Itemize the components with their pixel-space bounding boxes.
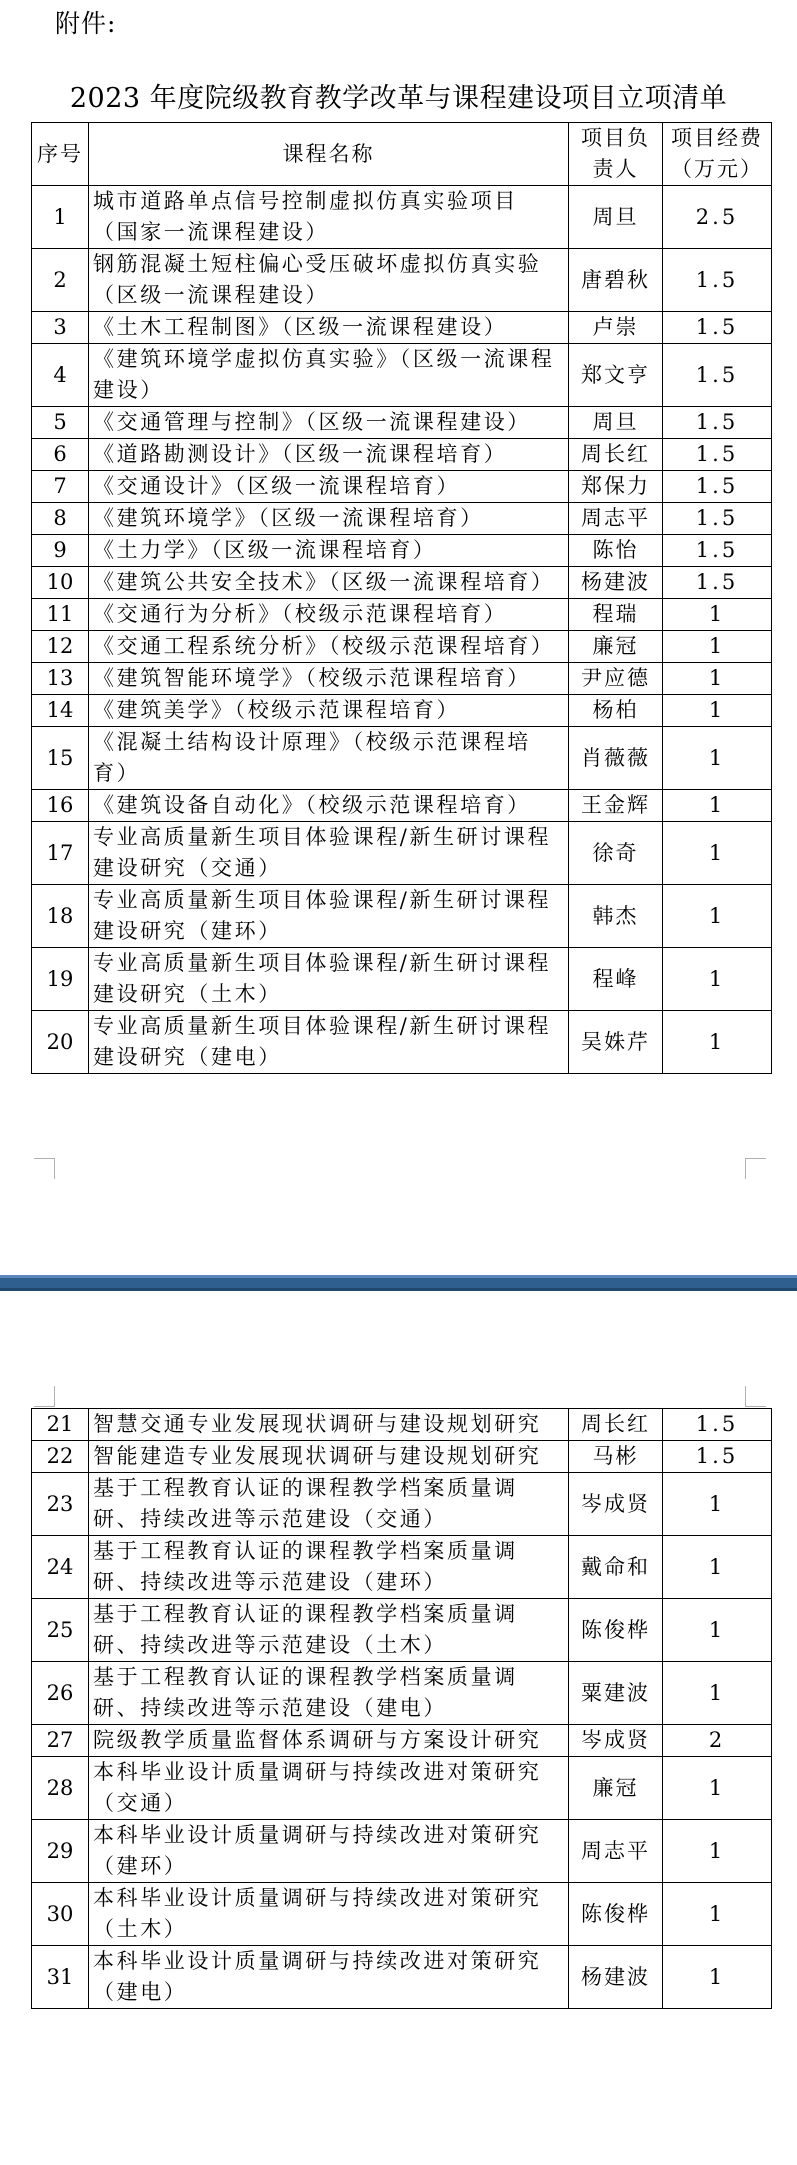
fee-cell: 1.5 — [663, 1409, 772, 1441]
row-number: 12 — [32, 631, 89, 663]
course-name-cell: 《混凝土结构设计原理》（校级示范课程培育） — [89, 727, 569, 790]
leader-cell: 尹应德 — [569, 663, 663, 695]
row-number: 1 — [32, 186, 89, 249]
row-number: 2 — [32, 249, 89, 312]
table-row — [32, 948, 772, 1011]
course-name-cell: 《交通设计》（区级一流课程培育） — [89, 471, 569, 503]
course-name-cell: 基于工程教育认证的课程教学档案质量调研、持续改进等示范建设（建电） — [89, 1662, 569, 1725]
fee-cell: 1 — [663, 822, 772, 885]
table-body-1 — [32, 186, 772, 1074]
table-row — [32, 1011, 772, 1074]
row-number: 29 — [32, 1820, 89, 1883]
row-number: 24 — [32, 1536, 89, 1599]
fee-cell: 1 — [663, 663, 772, 695]
row-number: 27 — [32, 1725, 89, 1757]
leader-cell: 周志平 — [569, 503, 663, 535]
row-number: 21 — [32, 1409, 89, 1441]
row-number: 11 — [32, 599, 89, 631]
table-row — [32, 535, 772, 567]
row-number: 18 — [32, 885, 89, 948]
leader-cell: 卢崇 — [569, 312, 663, 344]
course-name-cell: 《建筑设备自动化》（校级示范课程培育） — [89, 790, 569, 822]
fee-cell: 1 — [663, 1757, 772, 1820]
table-row — [32, 1946, 772, 2009]
row-number: 5 — [32, 407, 89, 439]
row-number: 7 — [32, 471, 89, 503]
row-number: 6 — [32, 439, 89, 471]
table-row — [32, 1441, 772, 1473]
course-name-cell: 专业高质量新生项目体验课程/新生研讨课程建设研究（建环） — [89, 885, 569, 948]
row-number: 31 — [32, 1946, 89, 2009]
table-row — [32, 1725, 772, 1757]
fee-cell: 2.5 — [663, 186, 772, 249]
fee-cell: 1 — [663, 1883, 772, 1946]
course-name-cell: 基于工程教育认证的课程教学档案质量调研、持续改进等示范建设（交通） — [89, 1473, 569, 1536]
leader-cell: 周旦 — [569, 186, 663, 249]
leader-cell: 吴姝芹 — [569, 1011, 663, 1074]
fee-cell: 1 — [663, 1662, 772, 1725]
table-row — [32, 790, 772, 822]
course-name-cell: 智慧交通专业发展现状调研与建设规划研究 — [89, 1409, 569, 1441]
course-name-cell: 《建筑环境学》（区级一流课程培育） — [89, 503, 569, 535]
table-row — [32, 1599, 772, 1662]
table-row — [32, 1536, 772, 1599]
margin-corner-mark — [34, 1386, 55, 1407]
fee-cell: 1.5 — [663, 439, 772, 471]
row-number: 20 — [32, 1011, 89, 1074]
header-course-name: 课程名称 — [89, 123, 569, 186]
table-row — [32, 1883, 772, 1946]
table-row — [32, 186, 772, 249]
table-row — [32, 695, 772, 727]
table-row — [32, 567, 772, 599]
fee-cell: 1.5 — [663, 503, 772, 535]
fee-cell: 1.5 — [663, 567, 772, 599]
course-name-cell: 《交通管理与控制》（区级一流课程建设） — [89, 407, 569, 439]
header-no: 序号 — [32, 123, 89, 186]
course-name-cell: 本科毕业设计质量调研与持续改进对策研究（土木） — [89, 1883, 569, 1946]
leader-cell: 杨建波 — [569, 567, 663, 599]
leader-cell: 陈俊桦 — [569, 1883, 663, 1946]
leader-cell: 郑保力 — [569, 471, 663, 503]
row-number: 28 — [32, 1757, 89, 1820]
leader-cell: 王金辉 — [569, 790, 663, 822]
fee-cell: 1 — [663, 1536, 772, 1599]
table-row — [32, 727, 772, 790]
leader-cell: 唐碧秋 — [569, 249, 663, 312]
fee-cell: 2 — [663, 1725, 772, 1757]
leader-cell: 杨柏 — [569, 695, 663, 727]
row-number: 13 — [32, 663, 89, 695]
attachment-label: 附件: — [55, 9, 117, 38]
leader-cell: 戴命和 — [569, 1536, 663, 1599]
leader-cell: 周长红 — [569, 1409, 663, 1441]
row-number: 3 — [32, 312, 89, 344]
table-row — [32, 1473, 772, 1536]
fee-cell: 1.5 — [663, 407, 772, 439]
fee-cell: 1.5 — [663, 249, 772, 312]
fee-cell: 1 — [663, 1599, 772, 1662]
table-row — [32, 471, 772, 503]
row-number: 23 — [32, 1473, 89, 1536]
table-row — [32, 1409, 772, 1441]
table-row — [32, 885, 772, 948]
course-name-cell: 基于工程教育认证的课程教学档案质量调研、持续改进等示范建设（建环） — [89, 1536, 569, 1599]
fee-cell: 1 — [663, 1011, 772, 1074]
course-name-cell: 本科毕业设计质量调研与持续改进对策研究（建环） — [89, 1820, 569, 1883]
course-name-cell: 钢筋混凝土短柱偏心受压破坏虚拟仿真实验（区级一流课程建设） — [89, 249, 569, 312]
header-fee: 项目经费（万元） — [663, 123, 772, 186]
fee-cell: 1 — [663, 1946, 772, 2009]
leader-cell: 周旦 — [569, 407, 663, 439]
margin-corner-mark — [745, 1386, 766, 1407]
row-number: 10 — [32, 567, 89, 599]
course-name-cell: 本科毕业设计质量调研与持续改进对策研究（交通） — [89, 1757, 569, 1820]
table-row — [32, 503, 772, 535]
course-name-cell: 《交通行为分析》（校级示范课程培育） — [89, 599, 569, 631]
document-title: 2023 年度院级教育教学改革与课程建设项目立项清单 — [69, 83, 728, 114]
table-body-2 — [32, 1409, 772, 2009]
course-name-cell: 《建筑环境学虚拟仿真实验》（区级一流课程建设） — [89, 344, 569, 407]
margin-corner-mark — [34, 1158, 55, 1179]
course-name-cell: 专业高质量新生项目体验课程/新生研讨课程建设研究（交通） — [89, 822, 569, 885]
course-name-cell: 基于工程教育认证的课程教学档案质量调研、持续改进等示范建设（土木） — [89, 1599, 569, 1662]
fee-cell: 1 — [663, 1820, 772, 1883]
leader-cell: 廉冠 — [569, 1757, 663, 1820]
course-name-cell: 院级教学质量监督体系调研与方案设计研究 — [89, 1725, 569, 1757]
row-number: 14 — [32, 695, 89, 727]
table-row — [32, 407, 772, 439]
leader-cell: 陈俊桦 — [569, 1599, 663, 1662]
row-number: 22 — [32, 1441, 89, 1473]
course-name-cell: 《建筑智能环境学》（校级示范课程培育） — [89, 663, 569, 695]
leader-cell: 廉冠 — [569, 631, 663, 663]
row-number: 17 — [32, 822, 89, 885]
course-name-cell: 专业高质量新生项目体验课程/新生研讨课程建设研究（土木） — [89, 948, 569, 1011]
row-number: 26 — [32, 1662, 89, 1725]
fee-cell: 1.5 — [663, 312, 772, 344]
margin-corner-mark — [745, 1158, 766, 1179]
row-number: 25 — [32, 1599, 89, 1662]
course-name-cell: 智能建造专业发展现状调研与建设规划研究 — [89, 1441, 569, 1473]
row-number: 9 — [32, 535, 89, 567]
table-row — [32, 439, 772, 471]
leader-cell: 徐奇 — [569, 822, 663, 885]
course-name-cell: 专业高质量新生项目体验课程/新生研讨课程建设研究（建电） — [89, 1011, 569, 1074]
fee-cell: 1.5 — [663, 1441, 772, 1473]
row-number: 30 — [32, 1883, 89, 1946]
table-row — [32, 249, 772, 312]
leader-cell: 马彬 — [569, 1441, 663, 1473]
leader-cell: 程瑞 — [569, 599, 663, 631]
leader-cell: 岑成贤 — [569, 1473, 663, 1536]
leader-cell: 郑文亨 — [569, 344, 663, 407]
leader-cell: 陈怡 — [569, 535, 663, 567]
leader-cell: 肖薇薇 — [569, 727, 663, 790]
row-number: 15 — [32, 727, 89, 790]
table-row — [32, 822, 772, 885]
course-name-cell: 《土力学》（区级一流课程培育） — [89, 535, 569, 567]
leader-cell: 周志平 — [569, 1820, 663, 1883]
leader-cell: 杨建波 — [569, 1946, 663, 2009]
course-name-cell: 《道路勘测设计》（区级一流课程培育） — [89, 439, 569, 471]
row-number: 8 — [32, 503, 89, 535]
fee-cell: 1 — [663, 948, 772, 1011]
page-break-divider — [0, 1275, 797, 1291]
fee-cell: 1 — [663, 599, 772, 631]
table-row — [32, 344, 772, 407]
header-leader: 项目负责人 — [569, 123, 663, 186]
table-row — [32, 1662, 772, 1725]
table-row — [32, 599, 772, 631]
table-row — [32, 663, 772, 695]
course-name-cell: 城市道路单点信号控制虚拟仿真实验项目（国家一流课程建设） — [89, 186, 569, 249]
leader-cell: 程峰 — [569, 948, 663, 1011]
document-page-2 — [0, 1291, 797, 2165]
fee-cell: 1 — [663, 885, 772, 948]
fee-cell: 1 — [663, 1473, 772, 1536]
leader-cell: 岑成贤 — [569, 1725, 663, 1757]
course-name-cell: 本科毕业设计质量调研与持续改进对策研究（建电） — [89, 1946, 569, 2009]
fee-cell: 1 — [663, 727, 772, 790]
table-row — [32, 1757, 772, 1820]
leader-cell: 周长红 — [569, 439, 663, 471]
project-table-part-1 — [31, 122, 772, 1074]
fee-cell: 1 — [663, 631, 772, 663]
project-table-part-2 — [31, 1408, 772, 2009]
row-number: 4 — [32, 344, 89, 407]
leader-cell: 韩杰 — [569, 885, 663, 948]
course-name-cell: 《建筑美学》（校级示范课程培育） — [89, 695, 569, 727]
leader-cell: 粟建波 — [569, 1662, 663, 1725]
fee-cell: 1.5 — [663, 535, 772, 567]
fee-cell: 1.5 — [663, 344, 772, 407]
course-name-cell: 《交通工程系统分析》（校级示范课程培育） — [89, 631, 569, 663]
fee-cell: 1.5 — [663, 471, 772, 503]
course-name-cell: 《土木工程制图》（区级一流课程建设） — [89, 312, 569, 344]
fee-cell: 1 — [663, 790, 772, 822]
table-row — [32, 631, 772, 663]
table-row — [32, 312, 772, 344]
row-number: 16 — [32, 790, 89, 822]
table-row — [32, 1820, 772, 1883]
course-name-cell: 《建筑公共安全技术》（区级一流课程培育） — [89, 567, 569, 599]
row-number: 19 — [32, 948, 89, 1011]
fee-cell: 1 — [663, 695, 772, 727]
